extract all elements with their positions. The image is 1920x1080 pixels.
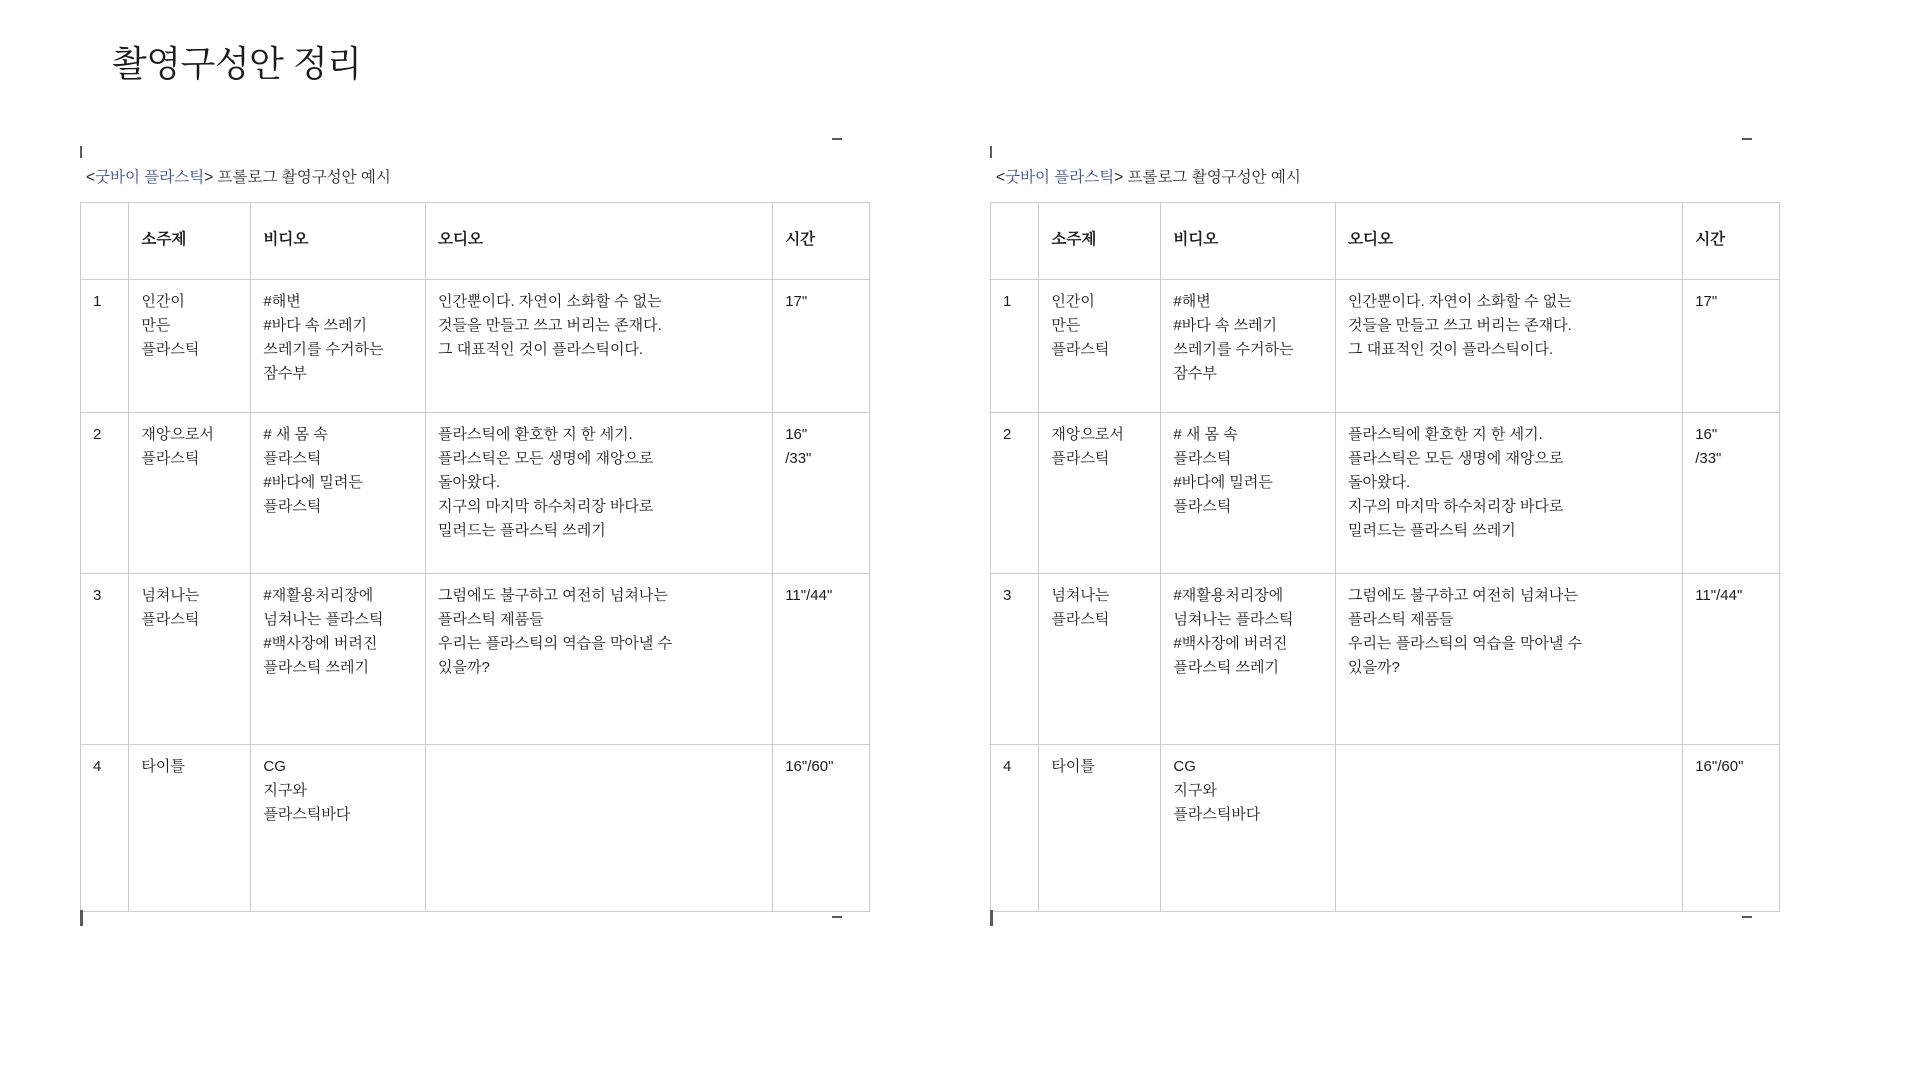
table-header-row — [991, 203, 1780, 280]
cell-time — [773, 280, 870, 413]
crop-mark-top-left — [80, 146, 82, 158]
cell-subtopic — [129, 574, 251, 745]
column-header-video: 비디오 — [251, 203, 426, 280]
document-panel-right — [990, 168, 1780, 912]
cell-time — [773, 413, 870, 574]
subtopic-line: 인간이 — [1051, 293, 1095, 310]
column-header-no — [991, 203, 1039, 280]
cell-video — [251, 280, 426, 413]
crop-mark-top-right — [1742, 138, 1752, 140]
video-line: #백사장에 버려진 — [263, 635, 378, 652]
document-panel-left — [80, 168, 870, 912]
time-line: 16" — [1695, 426, 1718, 443]
subtopic-line: 만든 — [141, 317, 171, 334]
audio-line: 플라스틱에 환호한 지 한 세기. — [438, 426, 633, 443]
table-row — [991, 280, 1780, 413]
cell-time — [773, 745, 870, 912]
video-line: 플라스틱 — [1173, 498, 1232, 515]
cell-no: 4 — [81, 745, 129, 912]
cell-no: 1 — [81, 280, 129, 413]
shooting-plan-table — [990, 202, 1780, 912]
subtopic-line: 플라스틱 — [1051, 450, 1110, 467]
table-row — [81, 280, 870, 413]
cell-audio — [1336, 745, 1683, 912]
audio-line: 밀려드는 플라스틱 쓰레기 — [1348, 522, 1516, 539]
audio-line: 것들을 만들고 쓰고 버리는 존재다. — [1348, 317, 1572, 334]
video-line: #바다 속 쓰레기 — [1173, 317, 1278, 334]
column-header-video: 비디오 — [1161, 203, 1336, 280]
subtopic-line: 재앙으로서 — [1051, 426, 1124, 443]
video-line: 지구와 — [1173, 782, 1217, 799]
column-header-time: 시간 — [1683, 203, 1780, 280]
cell-time — [1683, 413, 1780, 574]
cell-subtopic — [129, 280, 251, 413]
subtopic-line: 만든 — [1051, 317, 1081, 334]
document-caption — [996, 168, 1780, 188]
video-line: 지구와 — [263, 782, 307, 799]
video-line: 쓰레기를 수거하는 — [263, 341, 384, 358]
time-line: 17" — [785, 293, 808, 310]
video-line: 플라스틱 쓰레기 — [263, 659, 370, 676]
time-line: /33" — [785, 450, 812, 467]
cell-subtopic — [129, 413, 251, 574]
table-body — [81, 280, 870, 912]
audio-line: 그 대표적인 것이 플라스틱이다. — [1348, 341, 1554, 358]
crop-mark-bottom-left — [80, 910, 83, 926]
cell-subtopic — [1039, 574, 1161, 745]
audio-line: 플라스틱 제품들 — [1348, 611, 1454, 628]
audio-line: 우리는 플라스틱의 역습을 막아낼 수 — [438, 635, 673, 652]
audio-line: 플라스틱은 모든 생명에 재앙으로 — [1348, 450, 1564, 467]
time-line: 17" — [1695, 293, 1718, 310]
cell-time — [1683, 574, 1780, 745]
video-line: #바다에 밀려든 — [263, 474, 363, 491]
cell-audio — [1336, 413, 1683, 574]
audio-line: 인간뿐이다. 자연이 소화할 수 없는 — [438, 293, 662, 310]
subtopic-line: 인간이 — [141, 293, 185, 310]
video-line: # 새 몸 속 — [1173, 426, 1238, 443]
crop-mark-top-left — [990, 146, 992, 158]
video-line: 잠수부 — [263, 365, 307, 382]
cell-video — [1161, 574, 1336, 745]
caption-prefix: < — [996, 169, 1006, 186]
audio-line: 인간뿐이다. 자연이 소화할 수 없는 — [1348, 293, 1572, 310]
cell-video — [251, 413, 426, 574]
caption-highlight: 굿바이 플라스틱 — [1005, 169, 1115, 186]
column-header-subtopic: 소주제 — [1039, 203, 1161, 280]
time-line: 16"/60" — [1695, 758, 1744, 775]
video-line: 플라스틱 — [1173, 450, 1232, 467]
audio-line: 있을까? — [1348, 659, 1400, 676]
subtopic-line: 재앙으로서 — [141, 426, 214, 443]
table-row — [81, 413, 870, 574]
caption-suffix: > 프롤로그 촬영구성안 예시 — [204, 169, 391, 186]
audio-line: 그럼에도 불구하고 여전히 넘쳐나는 — [1348, 587, 1578, 604]
audio-line: 우리는 플라스틱의 역습을 막아낼 수 — [1348, 635, 1583, 652]
cell-video — [1161, 745, 1336, 912]
cell-subtopic — [1039, 745, 1161, 912]
video-line: 잠수부 — [1173, 365, 1217, 382]
cell-audio — [426, 413, 773, 574]
cell-no: 3 — [81, 574, 129, 745]
cell-no: 2 — [81, 413, 129, 574]
subtopic-line: 플라스틱 — [141, 450, 200, 467]
video-line: # 새 몸 속 — [263, 426, 328, 443]
document-caption — [86, 168, 870, 188]
cell-audio — [426, 745, 773, 912]
cell-audio — [1336, 280, 1683, 413]
cell-time — [773, 574, 870, 745]
audio-line: 있을까? — [438, 659, 490, 676]
cell-subtopic — [129, 745, 251, 912]
page-title: 촬영구성안 정리 — [112, 43, 362, 84]
subtopic-line: 플라스틱 — [141, 341, 200, 358]
cell-time — [1683, 280, 1780, 413]
cell-video — [1161, 280, 1336, 413]
audio-line: 것들을 만들고 쓰고 버리는 존재다. — [438, 317, 662, 334]
table-row — [991, 574, 1780, 745]
audio-line: 밀려드는 플라스틱 쓰레기 — [438, 522, 606, 539]
crop-mark-bottom-right — [832, 916, 842, 918]
column-header-subtopic: 소주제 — [129, 203, 251, 280]
video-line: #해변 — [1173, 293, 1211, 310]
audio-line: 지구의 마지막 하수처리장 바다로 — [438, 498, 654, 515]
cell-subtopic — [1039, 280, 1161, 413]
video-line: 플라스틱바다 — [1173, 806, 1261, 823]
time-line: 11"/44" — [785, 587, 833, 604]
caption-prefix: < — [86, 169, 96, 186]
column-header-audio: 오디오 — [1336, 203, 1683, 280]
audio-line: 돌아왔다. — [1348, 474, 1411, 491]
time-line: 11"/44" — [1695, 587, 1743, 604]
cell-no: 4 — [991, 745, 1039, 912]
audio-line: 플라스틱에 환호한 지 한 세기. — [1348, 426, 1543, 443]
video-line: #재활용처리장에 — [1173, 587, 1284, 604]
table-header-row — [81, 203, 870, 280]
column-header-audio: 오디오 — [426, 203, 773, 280]
crop-mark-bottom-right — [1742, 916, 1752, 918]
cell-no: 1 — [991, 280, 1039, 413]
cell-video — [251, 574, 426, 745]
crop-mark-bottom-left — [990, 910, 993, 926]
cell-audio — [1336, 574, 1683, 745]
table-row — [991, 745, 1780, 912]
video-line: 넘쳐나는 플라스틱 — [1173, 611, 1294, 628]
audio-line: 그 대표적인 것이 플라스틱이다. — [438, 341, 644, 358]
video-line: #바다에 밀려든 — [1173, 474, 1273, 491]
audio-line: 그럼에도 불구하고 여전히 넘쳐나는 — [438, 587, 668, 604]
video-line: 플라스틱바다 — [263, 806, 351, 823]
video-line: #바다 속 쓰레기 — [263, 317, 368, 334]
cell-video — [251, 745, 426, 912]
shooting-plan-table — [80, 202, 870, 912]
video-line: 플라스틱 — [263, 450, 322, 467]
audio-line: 플라스틱은 모든 생명에 재앙으로 — [438, 450, 654, 467]
caption-suffix: > 프롤로그 촬영구성안 예시 — [1114, 169, 1301, 186]
video-line: CG — [263, 758, 286, 775]
video-line: 넘쳐나는 플라스틱 — [263, 611, 384, 628]
subtopic-line: 넘쳐나는 — [1051, 587, 1110, 604]
table-row — [991, 413, 1780, 574]
video-line: CG — [1173, 758, 1196, 775]
video-line: #재활용처리장에 — [263, 587, 374, 604]
audio-line: 지구의 마지막 하수처리장 바다로 — [1348, 498, 1564, 515]
video-line: #백사장에 버려진 — [1173, 635, 1288, 652]
table-body — [991, 280, 1780, 912]
caption-highlight: 굿바이 플라스틱 — [95, 169, 205, 186]
time-line: 16" — [785, 426, 808, 443]
subtopic-line: 플라스틱 — [1051, 341, 1110, 358]
table-row — [81, 745, 870, 912]
subtopic-line: 넘쳐나는 — [141, 587, 200, 604]
audio-line: 플라스틱 제품들 — [438, 611, 544, 628]
video-line: 플라스틱 — [263, 498, 322, 515]
subtopic-line: 플라스틱 — [1051, 611, 1110, 628]
video-line: 쓰레기를 수거하는 — [1173, 341, 1294, 358]
cell-video — [1161, 413, 1336, 574]
column-header-no — [81, 203, 129, 280]
crop-mark-top-right — [832, 138, 842, 140]
audio-line: 돌아왔다. — [438, 474, 501, 491]
column-header-time: 시간 — [773, 203, 870, 280]
cell-time — [1683, 745, 1780, 912]
time-line: /33" — [1695, 450, 1722, 467]
video-line: 플라스틱 쓰레기 — [1173, 659, 1280, 676]
subtopic-line: 타이틀 — [141, 758, 185, 775]
cell-subtopic — [1039, 413, 1161, 574]
video-line: #해변 — [263, 293, 301, 310]
cell-no: 3 — [991, 574, 1039, 745]
cell-no: 2 — [991, 413, 1039, 574]
table-row — [81, 574, 870, 745]
cell-audio — [426, 574, 773, 745]
subtopic-line: 타이틀 — [1051, 758, 1095, 775]
cell-audio — [426, 280, 773, 413]
subtopic-line: 플라스틱 — [141, 611, 200, 628]
time-line: 16"/60" — [785, 758, 834, 775]
